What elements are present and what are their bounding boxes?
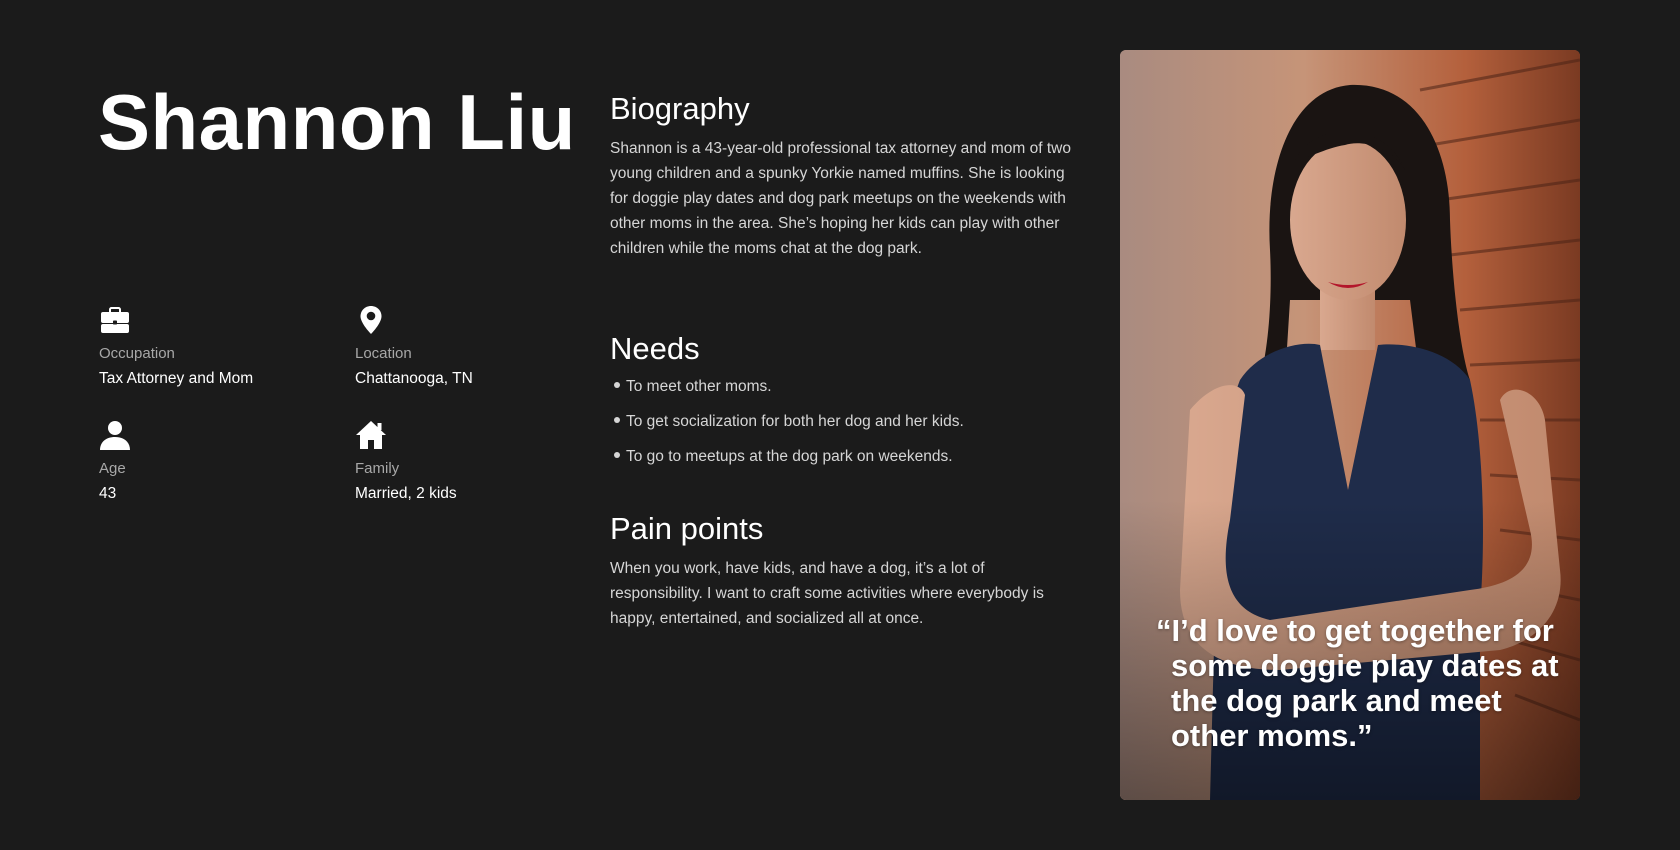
needs-item xyxy=(610,377,1080,397)
family-label: Family xyxy=(355,460,400,477)
pain-points-text: When you work, have kids, and have a dog, it’s a lot of responsibility. I want to craft some activities where everybody is happy, entertained, and socialized all at once. xyxy=(610,560,1044,627)
needs-item xyxy=(610,412,1080,432)
biography-section xyxy=(610,91,1080,261)
persona-quote: “I’d love to get together for some doggie play dates at the dog park and meet other moms.” xyxy=(1156,613,1559,753)
person-icon xyxy=(99,419,131,451)
fact-occupation xyxy=(99,304,339,389)
needs-item-text: To go to meetups at the dog park on weekends. xyxy=(626,448,953,465)
biography-text: Shannon is a 43-year-old professional tax attorney and mom of two young children and a spunky Yorkie named muffins. She is looking for doggie play dates and dog park meetups on the weekends with other moms in the area. She’s hoping her kids can play with other children while the moms chat at the dog park. xyxy=(610,140,1071,257)
needs-heading: Needs xyxy=(610,331,700,366)
pain-points-heading: Pain points xyxy=(610,511,764,546)
fact-family xyxy=(355,419,595,504)
location-label: Location xyxy=(355,345,412,362)
needs-section xyxy=(610,331,1080,482)
biography-heading: Biography xyxy=(610,91,750,126)
fact-location xyxy=(355,304,595,389)
needs-item-text: To get socialization for both her dog and her kids. xyxy=(626,413,964,430)
bullet-icon xyxy=(614,452,620,458)
bullet-icon xyxy=(614,417,620,423)
persona-name: Shannon Liu xyxy=(98,78,576,166)
location-pin-icon xyxy=(355,304,387,336)
fact-age xyxy=(99,419,339,504)
occupation-label: Occupation xyxy=(99,345,175,362)
persona-photo-card xyxy=(1120,50,1580,800)
briefcase-icon xyxy=(99,304,131,336)
needs-item-text: To meet other moms. xyxy=(626,378,772,395)
bullet-icon xyxy=(614,382,620,388)
needs-item xyxy=(610,447,1080,467)
family-value: Married, 2 kids xyxy=(355,485,457,502)
home-icon xyxy=(355,419,387,451)
occupation-value: Tax Attorney and Mom xyxy=(99,370,254,387)
pain-points-section xyxy=(610,511,1080,631)
needs-list xyxy=(610,377,1080,467)
age-value: 43 xyxy=(99,485,117,502)
location-value: Chattanooga, TN xyxy=(355,370,473,387)
age-label: Age xyxy=(99,460,126,477)
